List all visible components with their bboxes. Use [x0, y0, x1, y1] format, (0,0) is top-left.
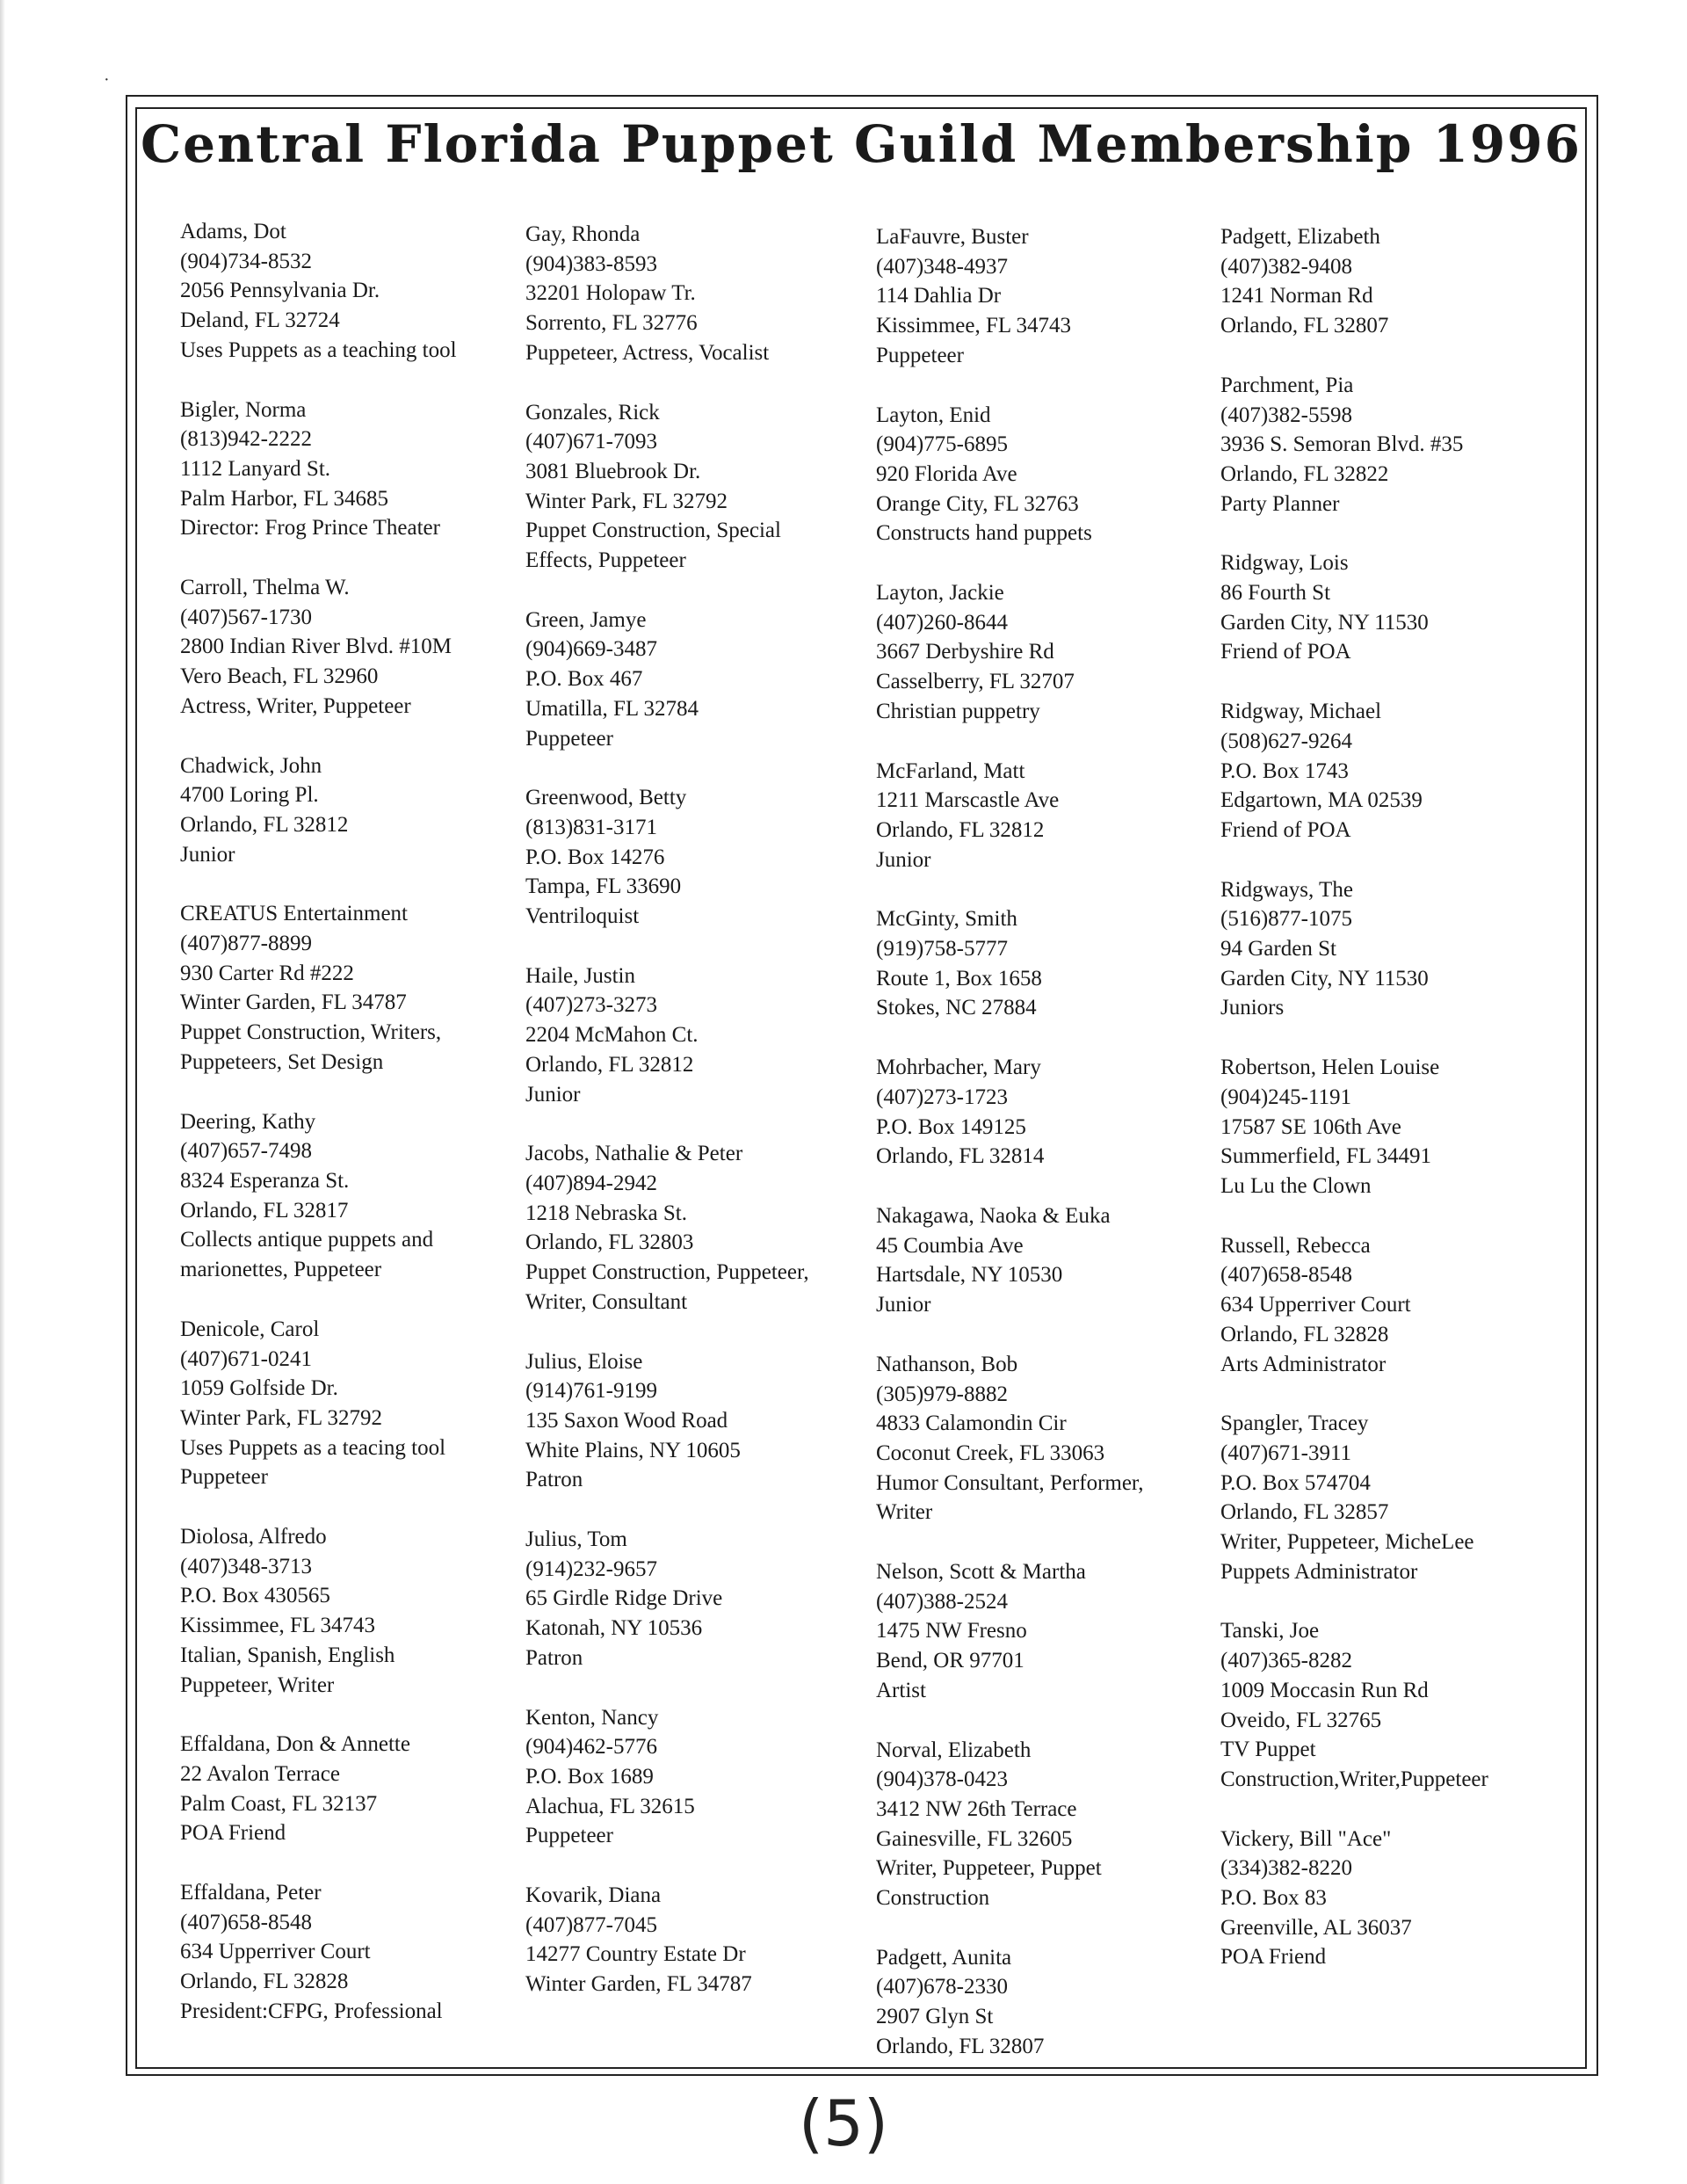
- member-name: Kenton, Nancy: [525, 1705, 659, 1730]
- member-detail-line: 1112 Lanyard St.: [180, 456, 331, 481]
- member-entry: [876, 757, 1214, 875]
- member-detail-line: (407)348-4937: [876, 254, 1008, 279]
- member-detail-line: (508)627-9264: [1220, 729, 1352, 753]
- member-entry: [1220, 1825, 1559, 1973]
- member-entry: [180, 217, 518, 366]
- member-detail-line: Greenville, AL 36037: [1220, 1915, 1412, 1940]
- member-name: Bigler, Norma: [180, 397, 307, 422]
- member-detail-line: (407)260-8644: [876, 610, 1008, 635]
- member-detail-line: Party Planner: [1220, 491, 1340, 516]
- member-detail-line: Edgartown, MA 02539: [1220, 788, 1423, 813]
- member-name: Robertson, Helen Louise: [1220, 1056, 1440, 1080]
- member-detail-line: Deland, FL 32724: [180, 308, 340, 333]
- member-detail-line: Winter Park, FL 32792: [180, 1405, 382, 1430]
- member-name: Chadwick, John: [180, 753, 322, 778]
- member-entry: [525, 1881, 864, 1999]
- member-detail-line: 2907 Glyn St: [876, 2005, 994, 2029]
- member-name: McFarland, Matt: [876, 758, 1025, 783]
- member-detail-line: 1241 Norman Rd: [1220, 284, 1373, 308]
- member-name: Nathanson, Bob: [876, 1352, 1018, 1376]
- member-name: Greenwood, Betty: [525, 786, 687, 810]
- member-detail-line: marionettes, Puppeteer: [180, 1258, 382, 1282]
- member-detail-line: Winter Garden, FL 34787: [525, 1972, 752, 1997]
- member-detail-line: (407)365-8282: [1220, 1649, 1352, 1673]
- member-detail-line: Stokes, NC 27884: [876, 996, 1037, 1020]
- member-entry: [876, 1350, 1214, 1527]
- member-name: McGinty, Smith: [876, 907, 1017, 932]
- member-detail-line: Director: Frog Prince Theater: [180, 516, 440, 541]
- member-detail-line: Patron: [525, 1645, 583, 1670]
- member-detail-line: Casselberry, FL 32707: [876, 670, 1075, 694]
- member-detail-line: POA Friend: [180, 1821, 286, 1846]
- member-detail-line: 920 Florida Ave: [876, 461, 1017, 486]
- member-entry: [876, 1557, 1214, 1706]
- member-detail-line: Christian puppetry: [876, 699, 1040, 723]
- member-detail-line: Orlando, FL 32803: [525, 1230, 694, 1255]
- member-entry: [1220, 371, 1559, 519]
- member-detail-line: Alachua, FL 32615: [525, 1794, 695, 1818]
- member-name: Layton, Jackie: [876, 581, 1004, 606]
- member-detail-line: (904)734-8532: [180, 249, 312, 273]
- page-number: (5): [799, 2086, 888, 2160]
- member-detail-line: Orlando, FL 32807: [1220, 314, 1389, 338]
- member-detail-line: Lu Lu the Clown: [1220, 1173, 1372, 1198]
- member-entry: [180, 899, 518, 1077]
- member-detail-line: (904)669-3487: [525, 637, 657, 662]
- member-detail-line: Winter Garden, FL 34787: [180, 990, 407, 1015]
- member-detail-line: (407)273-3273: [525, 993, 657, 1018]
- member-name: Kovarik, Diana: [525, 1883, 662, 1908]
- member-detail-line: 634 Upperriver Court: [180, 1940, 371, 1964]
- member-entry: [525, 398, 864, 576]
- member-detail-line: Oveido, FL 32765: [1220, 1708, 1382, 1732]
- member-detail-line: 2800 Indian River Blvd. #10M: [180, 635, 453, 659]
- member-detail-line: Writer, Consultant: [525, 1289, 688, 1314]
- member-name: Carroll, Thelma W.: [180, 576, 350, 600]
- member-detail-line: 14277 Country Estate Dr: [525, 1942, 746, 1967]
- member-detail-line: 3936 S. Semoran Blvd. #35: [1220, 432, 1464, 457]
- member-detail-line: (516)877-1075: [1220, 907, 1352, 932]
- member-detail-line: (407)658-8548: [1220, 1263, 1352, 1288]
- member-detail-line: 8324 Esperanza St.: [180, 1168, 350, 1193]
- member-entry: [1220, 222, 1559, 341]
- member-name: Effaldana, Peter: [180, 1881, 322, 1905]
- member-detail-line: 32201 Holopaw Tr.: [525, 281, 696, 306]
- member-detail-line: 65 Girdle Ridge Drive: [525, 1586, 723, 1611]
- member-detail-line: President:CFPG, Professional: [180, 1999, 443, 2023]
- member-detail-line: Orlando, FL 32812: [180, 812, 349, 837]
- member-entry: [525, 1525, 864, 1673]
- member-detail-line: Orange City, FL 32763: [876, 491, 1079, 516]
- member-entry: [1220, 1053, 1559, 1201]
- member-name: Gay, Rhonda: [525, 222, 641, 246]
- member-name: Denicole, Carol: [180, 1317, 320, 1341]
- member-detail-line: Puppeteer: [876, 343, 964, 367]
- member-detail-line: 45 Coumbia Ave: [876, 1233, 1024, 1258]
- member-detail-line: TV Puppet: [1220, 1738, 1316, 1762]
- member-detail-line: Puppeteer: [525, 1824, 613, 1848]
- member-detail-line: (407)877-8899: [180, 932, 312, 956]
- member-column-3: [876, 222, 1214, 2092]
- member-detail-line: Winter Park, FL 32792: [525, 489, 728, 513]
- member-name: Padgett, Aunita: [876, 1945, 1012, 1970]
- member-detail-line: (813)942-2222: [180, 427, 312, 452]
- member-detail-line: (904)245-1191: [1220, 1085, 1352, 1109]
- member-detail-line: Writer, Puppeteer, MicheLee: [1220, 1530, 1474, 1555]
- member-detail-line: Junior: [525, 1082, 581, 1107]
- member-detail-line: Puppeteers, Set Design: [180, 1049, 384, 1074]
- member-column-2: [525, 220, 864, 2029]
- member-detail-line: (407)678-2330: [876, 1975, 1008, 1999]
- member-entry: [1220, 697, 1559, 845]
- member-detail-line: Garden City, NY 11530: [1220, 610, 1429, 635]
- member-detail-line: (407)567-1730: [180, 605, 312, 629]
- member-detail-line: Ventriloquist: [525, 904, 640, 929]
- member-detail-line: Palm Harbor, FL 34685: [180, 486, 388, 511]
- member-name: Parchment, Pia: [1220, 373, 1354, 397]
- member-detail-line: Friend of POA: [1220, 817, 1351, 842]
- member-detail-line: Collects antique puppets and: [180, 1228, 434, 1252]
- member-entry: [876, 1201, 1214, 1320]
- member-detail-line: 1059 Golfside Dr.: [180, 1376, 338, 1401]
- member-detail-line: Tampa, FL 33690: [525, 874, 682, 899]
- member-detail-line: Garden City, NY 11530: [1220, 966, 1429, 990]
- member-detail-line: (407)348-3713: [180, 1554, 312, 1578]
- member-name: Julius, Tom: [525, 1527, 627, 1552]
- member-detail-line: 22 Avalon Terrace: [180, 1761, 340, 1786]
- member-detail-line: Bend, OR 97701: [876, 1649, 1025, 1673]
- member-detail-line: Puppeteer, Actress, Vocalist: [525, 340, 770, 365]
- member-name: Russell, Rebecca: [1220, 1233, 1371, 1258]
- member-detail-line: (407)877-7045: [525, 1912, 657, 1937]
- member-entry: [876, 578, 1214, 727]
- member-entry: [180, 1522, 518, 1700]
- member-detail-line: 114 Dahlia Dr: [876, 284, 1002, 308]
- member-name: Nelson, Scott & Martha: [876, 1560, 1086, 1585]
- member-detail-line: 1211 Marscastle Ave: [876, 788, 1060, 813]
- member-detail-line: (407)382-5598: [1220, 403, 1352, 427]
- member-detail-line: Puppet Construction, Special: [525, 519, 781, 543]
- member-detail-line: 2204 McMahon Ct.: [525, 1023, 699, 1048]
- member-entry: [180, 751, 518, 870]
- member-detail-line: Orlando, FL 32807: [876, 2034, 1045, 2058]
- member-detail-line: Vero Beach, FL 32960: [180, 664, 379, 689]
- member-entry: [525, 783, 864, 932]
- member-entry: [180, 1315, 518, 1492]
- member-detail-line: Patron: [525, 1468, 583, 1492]
- member-detail-line: 1009 Moccasin Run Rd: [1220, 1678, 1429, 1702]
- member-detail-line: Construction: [876, 1886, 990, 1911]
- member-name: Diolosa, Alfredo: [180, 1525, 327, 1549]
- member-detail-line: Constructs hand puppets: [876, 521, 1092, 546]
- member-name: Tanski, Joe: [1220, 1619, 1320, 1643]
- member-detail-line: Route 1, Box 1658: [876, 966, 1042, 990]
- member-entry: [525, 1139, 864, 1317]
- member-detail-line: Puppeteer: [525, 726, 613, 751]
- member-detail-line: Orlando, FL 32812: [876, 817, 1045, 842]
- member-detail-line: 3667 Derbyshire Rd: [876, 640, 1054, 664]
- member-detail-line: Gainesville, FL 32605: [876, 1826, 1073, 1851]
- member-detail-line: Orlando, FL 32812: [525, 1052, 694, 1077]
- member-detail-line: (407)273-1723: [876, 1085, 1008, 1109]
- member-detail-line: White Plains, NY 10605: [525, 1438, 741, 1462]
- member-name: Ridgway, Michael: [1220, 700, 1382, 724]
- member-name: Layton, Enid: [876, 403, 991, 427]
- member-entry: [180, 395, 518, 544]
- member-detail-line: Umatilla, FL 32784: [525, 696, 699, 721]
- member-detail-line: Italian, Spanish, English: [180, 1643, 395, 1667]
- member-name: Spangler, Tracey: [1220, 1411, 1369, 1436]
- member-name: Jacobs, Nathalie & Peter: [525, 1142, 743, 1166]
- member-detail-line: POA Friend: [1220, 1945, 1327, 1970]
- member-detail-line: (914)761-9199: [525, 1379, 657, 1404]
- member-name: Julius, Eloise: [525, 1349, 643, 1374]
- member-detail-line: Orlando, FL 32828: [180, 1970, 349, 1994]
- member-detail-line: Humor Consultant, Performer,: [876, 1470, 1144, 1495]
- member-detail-line: P.O. Box 467: [525, 667, 643, 692]
- member-name: Vickery, Bill "Ace": [1220, 1826, 1392, 1851]
- member-name: CREATUS Entertainment: [180, 902, 408, 926]
- member-entry: [180, 1107, 518, 1285]
- member-detail-line: 3081 Bluebrook Dr.: [525, 459, 701, 483]
- member-detail-line: Juniors: [1220, 996, 1285, 1020]
- member-detail-line: Orlando, FL 32828: [1220, 1322, 1389, 1346]
- member-entry: [876, 1943, 1214, 2062]
- member-detail-line: P.O. Box 574704: [1220, 1470, 1371, 1495]
- member-entry: [1220, 1231, 1559, 1380]
- member-detail-line: (904)775-6895: [876, 432, 1008, 457]
- member-detail-line: 634 Upperriver Court: [1220, 1293, 1411, 1317]
- member-name: Deering, Kathy: [180, 1109, 316, 1134]
- member-name: Green, Jamye: [525, 607, 647, 632]
- member-detail-line: Palm Coast, FL 32137: [180, 1791, 378, 1816]
- member-detail-line: (407)388-2524: [876, 1589, 1008, 1614]
- member-detail-line: 1475 NW Fresno: [876, 1619, 1027, 1643]
- member-name: Norval, Elizabeth: [876, 1738, 1032, 1762]
- member-column-1: [180, 217, 518, 2057]
- member-detail-line: (407)671-3911: [1220, 1440, 1352, 1465]
- member-detail-line: (407)382-9408: [1220, 254, 1352, 279]
- member-detail-line: 135 Saxon Wood Road: [525, 1408, 728, 1433]
- member-detail-line: Katonah, NY 10536: [525, 1616, 703, 1641]
- member-detail-line: (305)979-8882: [876, 1382, 1008, 1406]
- member-detail-line: Artist: [876, 1678, 926, 1702]
- scan-mark: ·: [104, 70, 110, 90]
- member-detail-line: Uses Puppets as a teacing tool: [180, 1435, 446, 1460]
- member-entry: [1220, 1409, 1559, 1586]
- member-detail-line: Sorrento, FL 32776: [525, 311, 698, 336]
- member-detail-line: (334)382-8220: [1220, 1856, 1352, 1881]
- member-entry: [1220, 875, 1559, 1024]
- member-detail-line: Coconut Creek, FL 33063: [876, 1440, 1105, 1465]
- member-name: Padgett, Elizabeth: [1220, 225, 1380, 249]
- member-detail-line: Junior: [876, 1293, 931, 1317]
- member-detail-line: (904)378-0423: [876, 1767, 1008, 1792]
- member-detail-line: P.O. Box 1689: [525, 1764, 654, 1789]
- member-detail-line: Puppeteer, Writer: [180, 1672, 335, 1697]
- member-name: Ridgway, Lois: [1220, 551, 1349, 576]
- member-entry: [876, 1736, 1214, 1913]
- member-detail-line: P.O. Box 149125: [876, 1114, 1026, 1139]
- member-entry: [876, 222, 1214, 371]
- member-detail-line: P.O. Box 430565: [180, 1584, 330, 1608]
- member-detail-line: (904)462-5776: [525, 1735, 657, 1760]
- member-entry: [180, 1730, 518, 1848]
- member-detail-line: (919)758-5777: [876, 937, 1008, 961]
- member-detail-line: 2056 Pennsylvania Dr.: [180, 279, 380, 303]
- member-detail-line: (407)671-7093: [525, 430, 657, 454]
- member-detail-line: 17587 SE 106th Ave: [1220, 1114, 1401, 1139]
- member-entry: [525, 220, 864, 368]
- member-entry: [525, 606, 864, 754]
- member-detail-line: Summerfield, FL 34491: [1220, 1144, 1432, 1169]
- member-detail-line: (407)658-8548: [180, 1910, 312, 1934]
- member-detail-line: P.O. Box 83: [1220, 1886, 1327, 1911]
- member-detail-line: 4700 Loring Pl.: [180, 783, 319, 808]
- member-detail-line: (904)383-8593: [525, 251, 657, 276]
- member-detail-line: (813)831-3171: [525, 815, 657, 839]
- member-detail-line: (407)657-7498: [180, 1139, 312, 1164]
- member-entry: [876, 1053, 1214, 1172]
- member-detail-line: Writer: [876, 1500, 933, 1525]
- member-name: Haile, Justin: [525, 963, 635, 988]
- member-detail-line: 930 Carter Rd #222: [180, 961, 354, 985]
- member-detail-line: Kissimmee, FL 34743: [876, 314, 1071, 338]
- member-detail-line: Orlando, FL 32817: [180, 1198, 349, 1223]
- member-detail-line: 3412 NW 26th Terrace: [876, 1796, 1077, 1821]
- member-entry: [876, 904, 1214, 1023]
- member-detail-line: Actress, Writer, Puppeteer: [180, 693, 411, 718]
- member-entry: [525, 1703, 864, 1852]
- member-detail-line: Orlando, FL 32822: [1220, 461, 1389, 486]
- member-detail-line: Construction,Writer,Puppeteer: [1220, 1767, 1488, 1791]
- member-detail-line: 4833 Calamondin Cir: [876, 1411, 1067, 1436]
- member-detail-line: (407)671-0241: [180, 1346, 312, 1371]
- member-detail-line: Kissimmee, FL 34743: [180, 1614, 375, 1638]
- member-detail-line: (914)232-9657: [525, 1556, 657, 1581]
- member-detail-line: Puppeteer: [180, 1465, 268, 1490]
- member-name: Gonzales, Rick: [525, 400, 660, 424]
- member-detail-line: Puppet Construction, Writers,: [180, 1020, 442, 1045]
- member-detail-line: Orlando, FL 32814: [876, 1144, 1045, 1169]
- member-name: Effaldana, Don & Annette: [180, 1732, 410, 1757]
- member-name: Nakagawa, Naoka & Euka: [876, 1203, 1111, 1228]
- member-detail-line: Writer, Puppeteer, Puppet: [876, 1856, 1102, 1881]
- member-detail-line: Puppet Construction, Puppeteer,: [525, 1260, 809, 1285]
- page-title: Central Florida Puppet Guild Membership 1996: [140, 114, 1582, 174]
- member-name: Mohrbacher, Mary: [876, 1056, 1041, 1080]
- member-entry: [525, 1347, 864, 1496]
- member-entry: [1220, 548, 1559, 667]
- member-detail-line: Orlando, FL 32857: [1220, 1500, 1389, 1525]
- member-name: Adams, Dot: [180, 220, 286, 243]
- member-detail-line: Junior: [180, 842, 235, 867]
- member-detail-line: Uses Puppets as a teaching tool: [180, 337, 457, 362]
- member-detail-line: 1218 Nebraska St.: [525, 1201, 687, 1225]
- member-name: LaFauvre, Buster: [876, 225, 1029, 249]
- member-detail-line: 94 Garden St: [1220, 937, 1336, 961]
- member-detail-line: Junior: [876, 847, 931, 872]
- member-entry: [180, 573, 518, 722]
- member-entry: [525, 961, 864, 1110]
- member-detail-line: P.O. Box 14276: [525, 845, 665, 869]
- member-entry: [180, 1878, 518, 2027]
- member-detail-line: (407)894-2942: [525, 1171, 657, 1195]
- member-entry: [876, 401, 1214, 549]
- member-detail-line: P.O. Box 1743: [1220, 758, 1349, 783]
- member-detail-line: 86 Fourth St: [1220, 581, 1331, 606]
- scan-edge: [0, 0, 5, 2184]
- member-detail-line: Hartsdale, NY 10530: [876, 1263, 1063, 1288]
- member-name: Ridgways, The: [1220, 877, 1353, 902]
- member-detail-line: Friend of POA: [1220, 640, 1351, 664]
- member-detail-line: Effects, Puppeteer: [525, 548, 686, 573]
- member-detail-line: Puppets Administrator: [1220, 1559, 1418, 1584]
- member-column-4: [1220, 222, 1559, 2002]
- member-detail-line: Arts Administrator: [1220, 1352, 1387, 1376]
- member-entry: [1220, 1616, 1559, 1794]
